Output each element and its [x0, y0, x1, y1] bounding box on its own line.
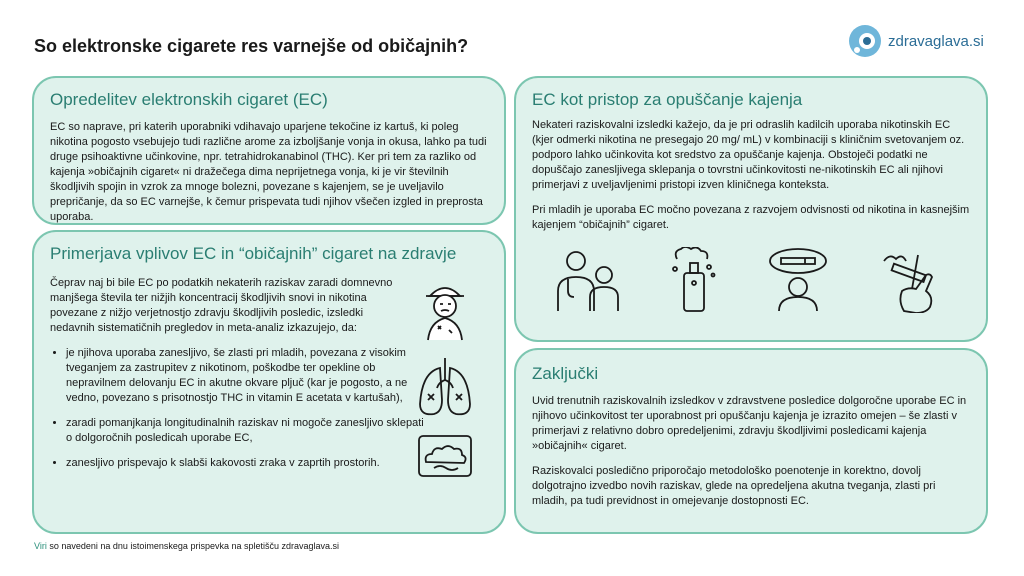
- vape-device-icon: [669, 247, 719, 313]
- comparison-list: [50, 346, 426, 471]
- head-logo-icon: [848, 24, 882, 58]
- site-logo[interactable]: [848, 24, 984, 58]
- damaged-lungs-icon: [416, 354, 474, 420]
- sources-link[interactable]: Viri: [34, 541, 47, 551]
- smoky-room-icon: [416, 432, 474, 480]
- doctor-patient-icon: [554, 247, 624, 313]
- list-item: • je njihova uporaba zanesljivo, še zlasti pri mladih, povezana z visokim tveganjem za zastrupitev z nikotinom, poškodbe ter opekline ob nepravilnem delovanju EC in akutne okvare pljuč (kar je pogosto, a ne vedno, povezano s prisotnostjo THC in vitamin E acetata v kartušah),: [66, 346, 426, 406]
- comparison-icons: [416, 276, 474, 480]
- list-item: • zanesljivo prispevajo k slabši kakovosti zraka v zaprtih prostorih.: [66, 456, 426, 471]
- definition-text: EC so naprave, pri katerih uporabniki vdihavajo uparjene tekočine iz kartuš, ki poleg nikotina pogosto vsebujejo tudi različne arome za izboljšanje vonja in okusa, lahko pa tudi druge psihoaktivne učinkovine, npr. tetrahidrokanabinol (THC). Ker pri tem za razliko od kajenja »običajnih cigaret« ni dražečega dima neprijetnega vonja, ki je vir številnih škodljivih spojin in vzrok za mnoge bolezni, povezane s kajenjem, se je uveljavilo prepričanje, da so EC varnejše, k čemur prispevata tudi njihov všečen izgled in preprosta uporaba.: [50, 121, 487, 223]
- page-title: So elektronske cigarete res varnejše od običajnih?: [34, 36, 469, 56]
- cessation-icons: [532, 247, 970, 313]
- sick-child-icon: [416, 276, 474, 342]
- cessation-text-2: Pri mladih je uporaba EC močno povezana z razvojem odvisnosti od nikotina in kasnejšim kajenjem “običajnih” cigaret.: [532, 204, 970, 231]
- conclusions-text-2: Raziskovalci posledično priporočajo metodološko poenotenje in korektno, dovolj dolgotrajno izvedbo novih raziskav, glede na opredeljena akutna tveganja, zlasti pri mladih, pa tudi previdnost in omejevanje dostopnosti EC.: [532, 465, 936, 507]
- conclusions-text-1: Uvid trenutnih raziskovalnih izsledkov v zdravstvene posledice dolgoročne uporabe EC in njihovo učinkovitost ter uporabnost pri opuščanju kajenja je izrazito omejen – še zlasti v primerjavi z relativno dobro opredeljenimi, zdravju škodljivimi posledicami kajenja »običajnih« cigaret.: [532, 395, 967, 452]
- comparison-title: Primerjava vplivov EC in “običajnih” cigaret na zdravje: [50, 244, 457, 263]
- no-smoking-hand-icon: [878, 247, 948, 313]
- cessation-card: [514, 76, 988, 342]
- comparison-intro: Čeprav naj bi bile EC po podatkih nekaterih raziskav zaradi domnevno manjšega števila ter nižjih koncentracij škodljivih snovi in nikotina povezane z nižjo verjetnostjo zdravju škodljivih posledic, izsledki nedavnih sistematičnih pregledov in meta-analiz izkazujejo, da:: [50, 277, 393, 334]
- definition-card: [32, 76, 506, 225]
- definition-title: Opredelitev elektronskih cigaret (EC): [50, 90, 328, 109]
- conclusions-card: [514, 348, 988, 534]
- cessation-title: EC kot pristop za opuščanje kajenja: [532, 90, 803, 109]
- comparison-card: [32, 230, 506, 534]
- footer-note: [34, 541, 339, 551]
- cessation-text-1: Nekateri raziskovalni izsledki kažejo, da je pri odraslih kadilcih uporaba nikotinskih EC (kjer odmerki nikotina ne presegajo 20 mg/ mL) v kombinaciji s kliničnim svetovanjem oz. podporo lahko učinkovita kot sredstvo za opuščanje kajenja. Obstoječi podatki ne dopuščajo zanesljivega sklepanja o tovrstni učinkovitosti ne-nikotinskih EC ali njihovi primerjavi z uveljavljenimi pristopi izven kliničnega konteksta.: [532, 119, 965, 191]
- list-item: • zaradi pomanjkanja longitudinalnih raziskav ni mogoče zanesljivo sklepati o dolgoročnih posledicah uporabe EC,: [66, 416, 426, 446]
- conclusions-title: Zaključki: [532, 364, 599, 383]
- footer-text: so navedeni na dnu istoimenskega prispevka na spletišču zdravaglava.si: [46, 541, 340, 551]
- thinking-of-cigarette-icon: [763, 247, 833, 313]
- logo-text: zdravaglava.si: [888, 32, 984, 50]
